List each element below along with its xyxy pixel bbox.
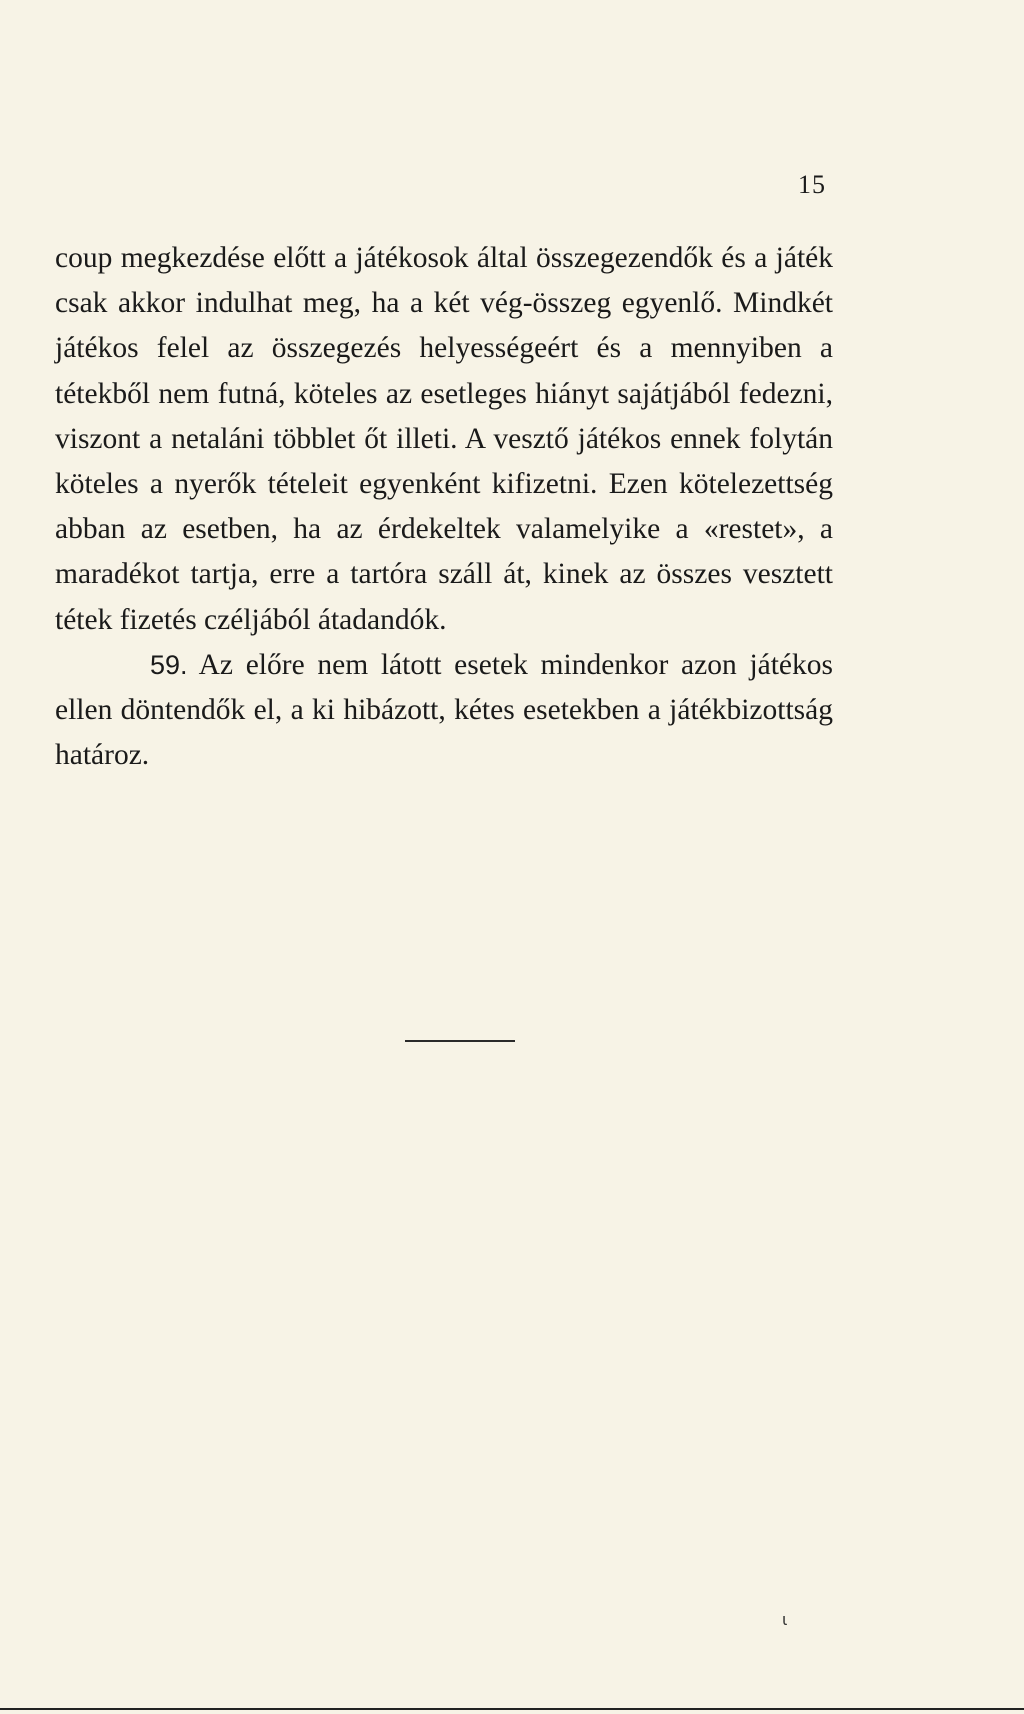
body-text [55,236,833,778]
page-edge-line [0,1708,1024,1710]
section-divider-rule [405,1040,515,1042]
section-number: 59. [150,649,188,680]
stray-mark: ι [782,1610,788,1629]
page-number: 15 [798,170,826,199]
paragraph-continued: coup megkezdése előtt a játékosok által összegezendők és a játék csak akkor indulhat meg, ha a két vég-összeg egyenlő. Mindkét játékos felel az összegezés helyességeért és a mennyiben a tétekből nem futná, köteles az esetleges hiányt sajátjából fedezni, viszont a netaláni többlet őt illeti. A vesztő játékos ennek folytán köteles a nyerők tételeit egyenként kifizetni. Ezen kötelezettség abban az esetben, ha az érdekeltek valamelyike a «restet», a maradékot tartja, erre a tartóra száll át, kinek az összes vesztett tétek fizetés czéljából átadandók. [55,242,833,636]
section-paragraph [55,643,833,779]
section-text: Az előre nem látott esetek mindenkor azon játékos ellen döntendők el, a ki hibázott, kétes esetekben a játékbizottság határoz. [55,648,833,772]
